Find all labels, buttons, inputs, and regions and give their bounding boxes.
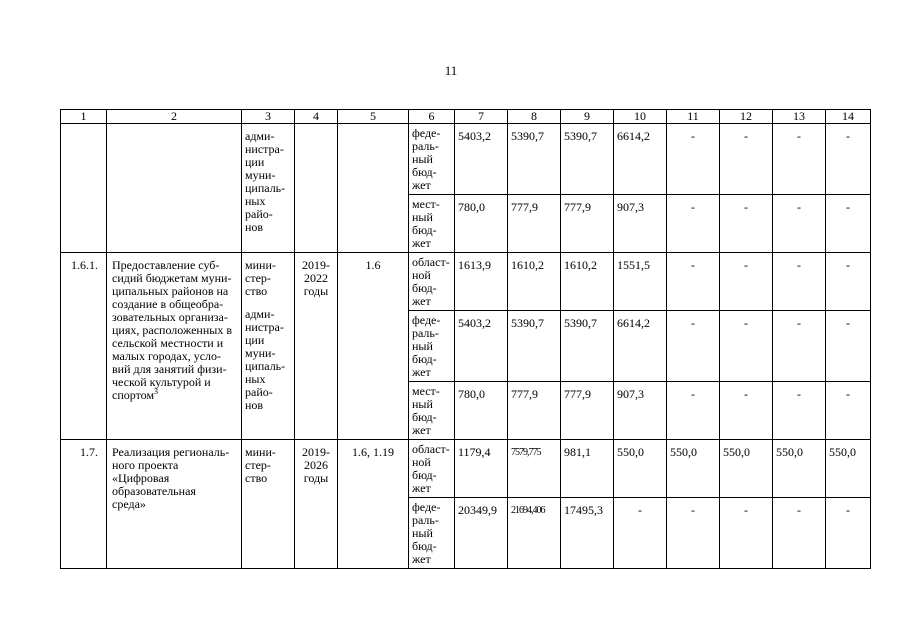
row-number-cell [61, 124, 107, 253]
value-cell: - [667, 195, 720, 253]
measure-name-cell: Предоставление суб- сидий бюджетам муни- ципальных районов на создание в общеобра- зовательных организа- циях, расположенных в сельской местности и малых городах, усло- вий для занятий физи- ческой культурой и спортом$^3$ [107, 253, 242, 440]
table-row [61, 440, 871, 498]
value-cell: 550,0 [773, 440, 826, 498]
value-cell: - [773, 311, 826, 382]
funding-source-cell: феде- раль- ный бюд- жет [409, 124, 455, 195]
value-cell: - [773, 195, 826, 253]
value-cell: 5403,2 [455, 124, 508, 195]
value-cell: - [773, 498, 826, 569]
value-cell: - [720, 195, 773, 253]
footnote-mark: 3 [154, 387, 159, 396]
value-cell: - [826, 382, 871, 440]
value-cell: - [773, 253, 826, 311]
indicator-cell: 1.6 [338, 253, 409, 440]
row-number-cell: 1.6.1. [61, 253, 107, 440]
header-cell: 8 [508, 110, 561, 124]
value-cell: 907,3 [614, 382, 667, 440]
value-cell: 907,3 [614, 195, 667, 253]
budget-table [60, 109, 871, 569]
header-cell: 4 [295, 110, 338, 124]
row-number-cell: 1.7. [61, 440, 107, 569]
header-cell: 5 [338, 110, 409, 124]
executor-cell: мини- стер- ство адми- нистра- ции муни- ципаль- ных райо- нов [242, 253, 295, 440]
value-cell: 1610,2 [561, 253, 614, 311]
value-cell: 5403,2 [455, 311, 508, 382]
header-cell: 1 [61, 110, 107, 124]
period-cell [295, 124, 338, 253]
value-cell: 1551,5 [614, 253, 667, 311]
indicator-cell [338, 124, 409, 253]
header-cell: 13 [773, 110, 826, 124]
measure-name-cell: Реализация региональ- ного проекта «Цифровая образовательная среда» [107, 440, 242, 569]
value-cell: 5390,7 [508, 311, 561, 382]
value-cell: - [614, 498, 667, 569]
value-cell: - [667, 382, 720, 440]
funding-source-cell: мест- ный бюд- жет [409, 382, 455, 440]
header-cell: 11 [667, 110, 720, 124]
measure-name-cell [107, 124, 242, 253]
value-cell: 5390,7 [561, 124, 614, 195]
executor-cell: мини- стер- ство [242, 440, 295, 569]
period-cell: 2019- 2022 годы [295, 253, 338, 440]
value-cell: 6614,2 [614, 124, 667, 195]
value-cell: - [720, 382, 773, 440]
value-cell: - [667, 498, 720, 569]
value-cell: 550,0 [720, 440, 773, 498]
value-cell: - [720, 498, 773, 569]
header-cell: 12 [720, 110, 773, 124]
value-cell: 550,0 [667, 440, 720, 498]
funding-source-cell: област- ной бюд- жет [409, 440, 455, 498]
funding-source-cell: мест- ный бюд- жет [409, 195, 455, 253]
header-row [61, 110, 871, 124]
value-cell: 777,9 [561, 195, 614, 253]
value-cell: - [720, 311, 773, 382]
value-cell: 550,0 [826, 440, 871, 498]
header-cell: 2 [107, 110, 242, 124]
header-cell: 9 [561, 110, 614, 124]
value-cell: 1610,2 [508, 253, 561, 311]
funding-source-cell: област- ной бюд- жет [409, 253, 455, 311]
funding-source-cell: феде- раль- ный бюд- жет [409, 498, 455, 569]
value-cell: 5390,7 [561, 311, 614, 382]
value-cell: 780,0 [455, 195, 508, 253]
value-cell: 7579,775 [508, 440, 561, 498]
value-cell: - [667, 311, 720, 382]
value-cell: 550,0 [614, 440, 667, 498]
value-cell: - [720, 253, 773, 311]
value-cell: 780,0 [455, 382, 508, 440]
value-cell: - [826, 498, 871, 569]
header-cell: 14 [826, 110, 871, 124]
header-cell: 7 [455, 110, 508, 124]
value-cell: 20349,9 [455, 498, 508, 569]
header-cell: 10 [614, 110, 667, 124]
value-cell: 981,1 [561, 440, 614, 498]
value-cell: 1179,4 [455, 440, 508, 498]
funding-source-cell: феде- раль- ный бюд- жет [409, 311, 455, 382]
page-number: 11 [444, 63, 458, 78]
value-cell: 777,9 [561, 382, 614, 440]
value-cell: 21694,406 [508, 498, 561, 569]
table-row [61, 253, 871, 311]
period-cell: 2019- 2026 годы [295, 440, 338, 569]
value-cell: - [826, 311, 871, 382]
value-cell: 1613,9 [455, 253, 508, 311]
value-cell: 5390,7 [508, 124, 561, 195]
value-cell: - [667, 253, 720, 311]
value-cell: 777,9 [508, 195, 561, 253]
table-row [61, 124, 871, 195]
value-cell: 6614,2 [614, 311, 667, 382]
executor-cell: адми- нистра- ции муни- ципаль- ных райо- нов [242, 124, 295, 253]
value-cell: 777,9 [508, 382, 561, 440]
value-cell: - [667, 124, 720, 195]
value-cell: 17495,3 [561, 498, 614, 569]
header-cell: 3 [242, 110, 295, 124]
header-cell: 6 [409, 110, 455, 124]
indicator-cell: 1.6, 1.19 [338, 440, 409, 569]
value-cell: - [773, 382, 826, 440]
value-cell: - [826, 195, 871, 253]
value-cell: - [826, 124, 871, 195]
value-cell: - [773, 124, 826, 195]
value-cell: - [720, 124, 773, 195]
value-cell: - [826, 253, 871, 311]
